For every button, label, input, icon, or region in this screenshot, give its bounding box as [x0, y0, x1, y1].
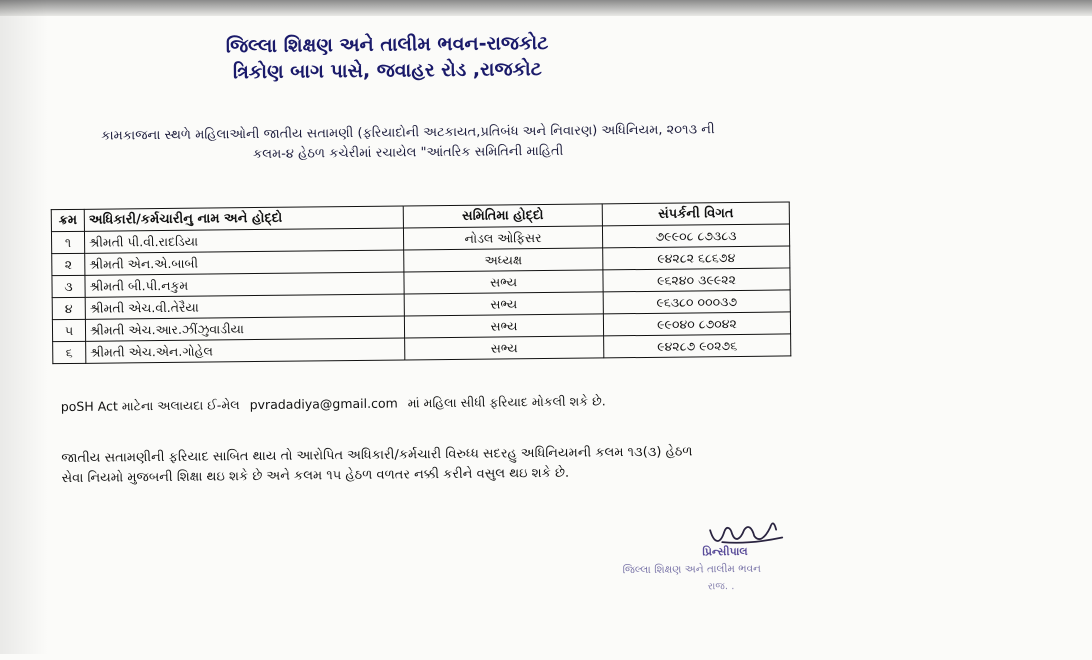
cell-name: શ્રીમતી એચ.આર.ઝીંઝુવાડીયા [85, 316, 404, 341]
intro-line-1: કામકાજના સ્થળે મહિલાઓની જાતીય સતામણી (ફરિયાદોની અટકાયત,પ્રતિબંધ અને નિવારણ) અધિનિયમ, ૨૦૧૩ ની [101, 122, 715, 144]
principal-signature [702, 517, 792, 548]
cell-serial: ૬ [53, 341, 86, 363]
cell-name: શ્રીમતી એન.એ.બાબી [85, 250, 404, 275]
cell-contact: ૯૯૦૪૦ ૮૭૦૪૨ [603, 312, 790, 336]
col-header-role: સમિતિમા હોદ્દો [403, 204, 602, 228]
cell-role: અધ્યક્ષ [404, 248, 603, 272]
cell-name: શ્રીમતી પી.વી.રાદડિયા [84, 228, 403, 253]
cell-name: શ્રીમતી એચ.વી.તેરૈયા [85, 294, 404, 319]
office-address: ત્રિકોણ બાગ પાસે, જવાહર રોડ ,રાજકોટ [232, 58, 542, 84]
email-address[interactable]: pvradadiya@gmail.com [249, 395, 398, 413]
cell-serial: ૧ [51, 231, 84, 253]
cell-serial: ૨ [52, 253, 85, 275]
cell-role: નોડલ ઓફિસર [403, 226, 602, 250]
email-note [61, 393, 606, 415]
stamp-office: જિલ્લા શિક્ષણ અને તાલીમ ભવન [622, 562, 762, 577]
cell-name: શ્રીમતી બી.પી.નકુમ [85, 272, 404, 297]
penalty-line-2: સેવા નિયમો મુજબની શિક્ષા થઇ શકે છે અને કલમ ૧૫ હેઠળ વળતર નક્કી કરીને વસુલ થઇ શકે છે. [61, 465, 570, 487]
stamp-city: રાજ. . [707, 581, 735, 593]
cell-serial: ૪ [52, 297, 85, 319]
cell-contact: ૯૪૨૮૭ ૯૦૨૭૬ [604, 334, 791, 358]
committee-table [51, 201, 792, 364]
email-note-prefix: poSH Act માટેના અલાયદા ઈ-મેલ [60, 397, 240, 415]
col-header-contact: સંપર્કની વિગત [602, 202, 789, 226]
col-header-name: અધિકારી/કર્મચારીનુ નામ અને હોદ્દો [84, 206, 403, 231]
intro-line-2: કલમ-૪ હેઠળ કચેરીમાં રચાયેલ "આંતરિક સમિતિની માહિતી [252, 143, 564, 163]
cell-serial: ૩ [52, 275, 85, 297]
cell-serial: ૫ [52, 319, 85, 341]
cell-contact: ૯૪૨૮૨ ૬૮૬૭૪ [603, 246, 790, 270]
cell-role: સભ્ય [404, 292, 603, 316]
cell-role: સભ્ય [404, 314, 603, 338]
cell-contact: ૯૬૩૮૦ ૦૦૦૩૭ [603, 290, 790, 314]
office-title: જિલ્લા શિક્ષણ અને તાલીમ ભવન-રાજકોટ [225, 31, 549, 58]
stamp-title: પ્રિન્સીપાલ [702, 544, 748, 559]
cell-role: સભ્ય [405, 336, 604, 360]
penalty-line-1: જાતીય સતામણીની ફરિયાદ સાબિત થાય તો આરોપિત અધિકારી/કર્મચારી વિરુધ્ધ સદરહુ અધિનિયમની કલમ ૧૩(૩) હેઠળ [61, 444, 693, 467]
col-header-serial: ક્રમ [51, 209, 84, 231]
cell-role: સભ્ય [404, 270, 603, 294]
cell-contact: ૯૬૨૪૦ ૩૯૯૨૨ [603, 268, 790, 292]
cell-name: શ્રીમતી એચ.એન.ગોહેલ [86, 338, 405, 363]
email-note-suffix: માં મહિલા સીધી ફરિયાદ મોકલી શકે છે. [407, 393, 606, 411]
cell-contact: ૭૯૯૦૮ ૮૭૩૮૩ [602, 224, 789, 248]
